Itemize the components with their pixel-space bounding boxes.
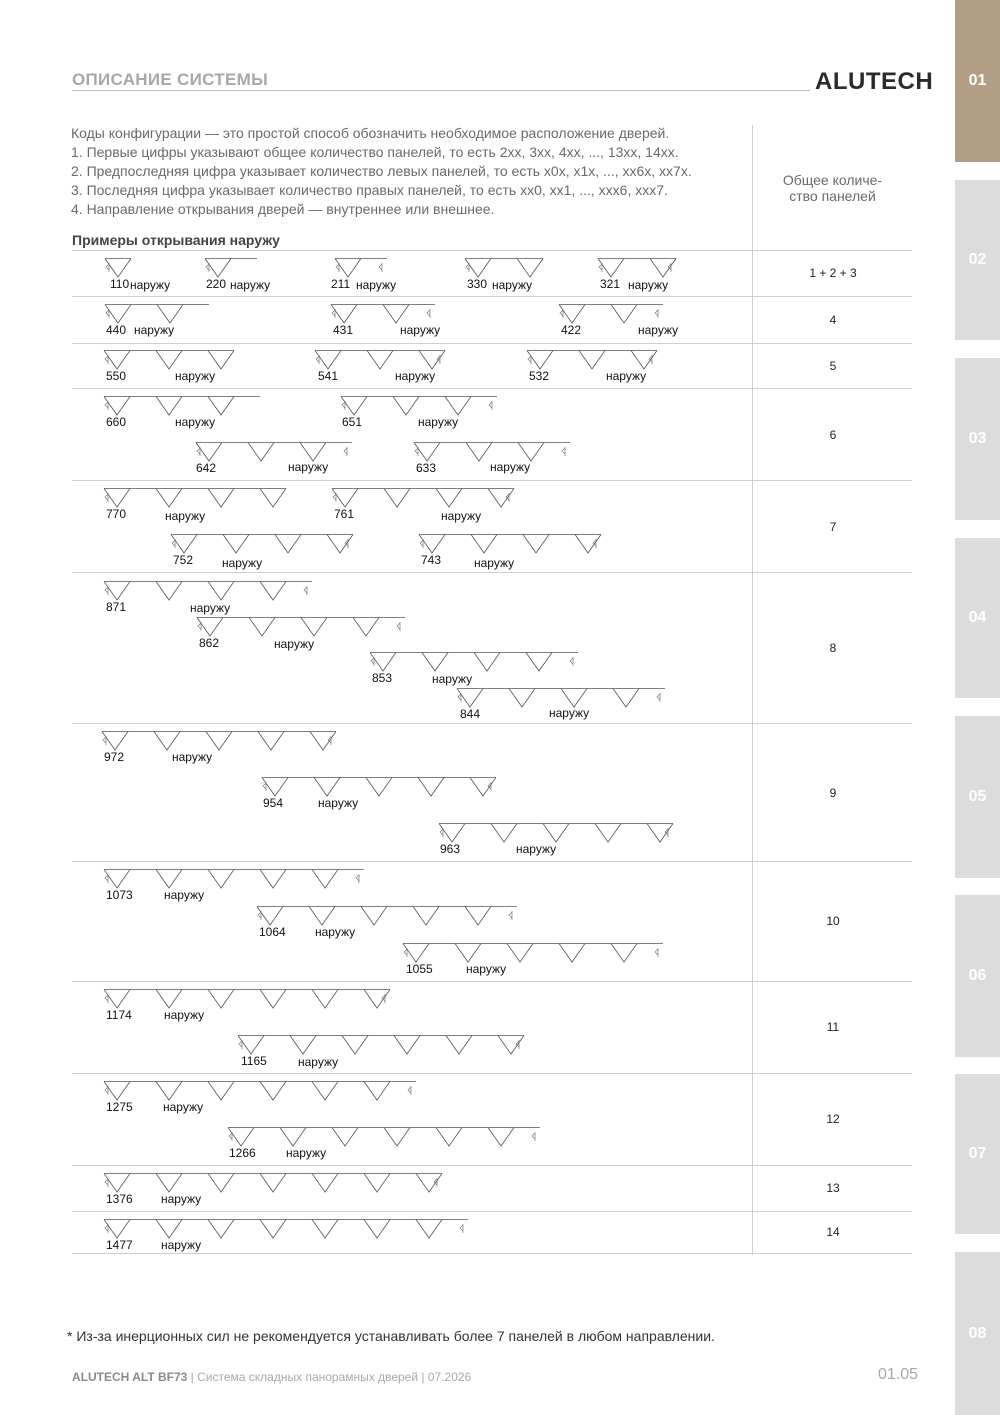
- tab-03[interactable]: [955, 358, 1000, 520]
- door-diagram: [370, 652, 582, 673]
- door-diagram: [104, 581, 316, 602]
- hinge-arrow-icon: [344, 447, 347, 456]
- direction-label: наружу: [432, 672, 473, 686]
- panel-fold-line: [105, 305, 209, 324]
- panel-count: 12: [826, 1112, 840, 1126]
- tab-05[interactable]: [955, 716, 1000, 878]
- door-diagram: [171, 534, 357, 555]
- panel-fold-line: [104, 990, 390, 1009]
- door-diagram: [439, 823, 677, 844]
- row-divider: [72, 1165, 912, 1166]
- door-diagram: [104, 869, 368, 890]
- page-number: 01.05: [878, 1366, 919, 1383]
- tab-label: 04: [968, 609, 987, 626]
- panel-count: 6: [829, 428, 837, 442]
- direction-label: наружу: [161, 1238, 202, 1252]
- direction-label: наружу: [466, 962, 507, 976]
- tab-04[interactable]: [955, 538, 1000, 698]
- hinge-arrow-icon: [105, 1224, 108, 1233]
- direction-label: наружу: [161, 1192, 202, 1206]
- panel-fold-line: [104, 582, 312, 601]
- row-divider: [72, 480, 912, 481]
- panel-count: 1 + 2 + 3: [809, 266, 857, 280]
- hinge-arrow-icon: [304, 586, 307, 595]
- direction-label: наружу: [628, 278, 669, 292]
- row-divider: [72, 388, 912, 389]
- hinge-arrow-icon: [103, 736, 106, 745]
- configuration-code: 541: [318, 369, 339, 383]
- tab-02[interactable]: [955, 180, 1000, 340]
- panel-fold-line: [102, 732, 336, 751]
- hinge-arrow-icon: [105, 493, 108, 502]
- row-divider: [72, 572, 912, 573]
- door-diagram: [102, 731, 340, 752]
- direction-label: наружу: [606, 369, 647, 383]
- direction-label: наружу: [638, 323, 679, 337]
- door-diagram: [257, 906, 521, 927]
- header-rule: [72, 90, 810, 91]
- footnote: * Из-за инерционных сил не рекомендуется устанавливать более 7 панелей в любом направлении.: [67, 1328, 715, 1344]
- intro-line: 4. Направление открывания дверей — внутреннее или внешнее.: [71, 201, 495, 217]
- hinge-arrow-icon: [657, 693, 660, 702]
- tab-label: 06: [968, 967, 987, 984]
- direction-label: наружу: [441, 509, 482, 523]
- direction-label: наружу: [490, 460, 531, 474]
- panel-fold-line: [598, 259, 676, 278]
- configuration-code: 1174: [106, 1008, 132, 1022]
- intro-text: [71, 124, 751, 219]
- door-diagram: [104, 1173, 446, 1194]
- configuration-code: 862: [199, 636, 220, 650]
- hinge-arrow-icon: [332, 309, 335, 318]
- configuration-code: 972: [104, 750, 125, 764]
- configuration-code: 440: [106, 323, 127, 337]
- hinge-arrow-icon: [599, 263, 602, 272]
- configuration-code: 752: [173, 553, 194, 567]
- configuration-code: 954: [263, 796, 284, 810]
- hinge-arrow-icon: [198, 622, 201, 631]
- footer: [72, 1370, 471, 1384]
- panel-count-header: Общее количе- ство панелей: [782, 172, 883, 204]
- row-divider: [72, 981, 912, 982]
- hinge-arrow-icon: [105, 1086, 108, 1095]
- panel-count: 7: [829, 520, 837, 534]
- hinge-arrow-icon: [258, 911, 261, 920]
- direction-label: наружу: [175, 415, 216, 429]
- hinge-arrow-icon: [408, 1086, 411, 1095]
- intro-line: 1. Первые цифры указывают общее количество панелей, то есть 2хх, 3хх, 4хх, ..., 13хх, 14хх.: [71, 144, 679, 160]
- footer-product: ALUTECH ALT BF73: [72, 1370, 188, 1384]
- panel-fold-line: [465, 259, 543, 278]
- hinge-arrow-icon: [532, 1132, 535, 1141]
- door-diagram: [105, 304, 213, 325]
- panel-count: 5: [829, 359, 837, 373]
- tab-01[interactable]: [955, 0, 1000, 162]
- configuration-code: 532: [529, 369, 550, 383]
- tab-07[interactable]: [955, 1074, 1000, 1234]
- configuration-code: 1073: [106, 888, 133, 902]
- hinge-arrow-icon: [570, 657, 573, 666]
- direction-label: наружу: [164, 888, 205, 902]
- hinge-arrow-icon: [371, 657, 374, 666]
- door-diagram: [205, 258, 261, 279]
- row-divider: [72, 343, 912, 344]
- panel-fold-line: [414, 443, 570, 462]
- hinge-arrow-icon: [404, 948, 407, 957]
- configuration-code: 431: [333, 323, 354, 337]
- tab-label: 03: [968, 430, 987, 447]
- configuration-code: 1376: [106, 1192, 133, 1206]
- panel-count: 14: [826, 1225, 840, 1239]
- door-diagram: [104, 488, 290, 509]
- hinge-arrow-icon: [356, 874, 359, 883]
- panel-fold-line: [104, 489, 286, 508]
- direction-label: наружу: [286, 1146, 327, 1160]
- door-diagram: [331, 304, 439, 325]
- panel-fold-line: [104, 1220, 468, 1239]
- panel-fold-line: [262, 778, 496, 797]
- door-diagram: [341, 396, 501, 417]
- row-divider: [72, 1253, 912, 1254]
- hinge-arrow-icon: [379, 263, 382, 272]
- door-diagram: [598, 258, 680, 279]
- panel-count: 4: [829, 313, 837, 327]
- direction-label: наружу: [164, 1008, 205, 1022]
- hinge-arrow-icon: [206, 263, 209, 272]
- direction-label: наружу: [165, 509, 206, 523]
- row-divider: [72, 861, 912, 862]
- panel-fold-line: [104, 1174, 442, 1193]
- configuration-code: 1064: [259, 925, 286, 939]
- panel-fold-line: [527, 351, 657, 370]
- configuration-code: 321: [600, 277, 621, 291]
- configuration-code: 1165: [241, 1054, 267, 1068]
- direction-label: наружу: [418, 415, 459, 429]
- configuration-code: 660: [106, 415, 127, 429]
- panel-fold-line: [205, 259, 257, 278]
- hinge-arrow-icon: [489, 401, 492, 410]
- configuration-code: 1055: [406, 962, 433, 976]
- hinge-arrow-icon: [528, 355, 531, 364]
- panel-fold-line: [315, 351, 445, 370]
- hinge-arrow-icon: [105, 586, 108, 595]
- hinge-arrow-icon: [655, 309, 658, 318]
- hinge-arrow-icon: [263, 782, 266, 791]
- hinge-arrow-icon: [239, 1040, 242, 1049]
- panel-fold-line: [559, 305, 663, 324]
- door-diagram: [104, 396, 264, 417]
- direction-label: наружу: [222, 556, 263, 570]
- hinge-arrow-icon: [229, 1132, 232, 1141]
- tab-label: 07: [968, 1145, 987, 1162]
- panel-fold-line: [335, 259, 387, 278]
- column-divider: [752, 125, 753, 1255]
- configuration-code: 220: [206, 277, 227, 291]
- row-divider: [72, 723, 912, 724]
- configuration-code: 550: [106, 369, 127, 383]
- hinge-arrow-icon: [105, 874, 108, 883]
- panel-fold-line: [403, 944, 663, 963]
- configuration-code: 642: [196, 461, 217, 475]
- panel-fold-line: [228, 1128, 540, 1147]
- door-diagram: [403, 943, 667, 964]
- door-diagram: [335, 258, 391, 279]
- tab-06[interactable]: [955, 895, 1000, 1057]
- configuration-code: 1275: [106, 1100, 133, 1114]
- tab-label: 08: [968, 1324, 987, 1342]
- panel-fold-line: [104, 351, 234, 370]
- direction-label: наружу: [288, 460, 329, 474]
- hinge-arrow-icon: [397, 622, 400, 631]
- direction-label: наружу: [492, 278, 533, 292]
- configuration-code: 1477: [106, 1238, 133, 1252]
- door-diagram: [197, 617, 409, 638]
- direction-label: наружу: [190, 601, 231, 615]
- panel-fold-line: [457, 689, 665, 708]
- door-diagram: [104, 350, 238, 371]
- panel-fold-line: [171, 535, 353, 554]
- hinge-arrow-icon: [105, 1178, 108, 1187]
- configuration-code: 330: [467, 277, 488, 291]
- brand-logo: ALUTECH: [815, 68, 934, 95]
- direction-label: наружу: [175, 369, 216, 383]
- door-diagram: [104, 989, 394, 1010]
- hinge-arrow-icon: [562, 447, 565, 456]
- hinge-arrow-icon: [509, 911, 512, 920]
- door-diagram: [332, 488, 518, 509]
- footer-info: | Система складных панорамных дверей | 07.2026: [187, 1370, 472, 1384]
- row-divider: [72, 1211, 912, 1212]
- panel-fold-line: [104, 1082, 416, 1101]
- direction-label: наружу: [130, 278, 171, 292]
- direction-label: наружу: [274, 637, 315, 651]
- hinge-arrow-icon: [105, 994, 108, 1003]
- hinge-arrow-icon: [440, 828, 443, 837]
- hinge-arrow-icon: [197, 447, 200, 456]
- direction-label: наружу: [298, 1055, 339, 1069]
- hinge-arrow-icon: [427, 309, 430, 318]
- hinge-arrow-icon: [172, 539, 175, 548]
- tab-label: 05: [968, 788, 987, 805]
- hinge-arrow-icon: [560, 309, 563, 318]
- direction-label: наружу: [172, 750, 213, 764]
- hinge-arrow-icon: [460, 1224, 463, 1233]
- configuration-code: 844: [460, 707, 481, 721]
- door-diagram: [196, 442, 356, 463]
- direction-label: наружу: [315, 925, 356, 939]
- hinge-arrow-icon: [316, 355, 319, 364]
- door-diagram: [465, 258, 547, 279]
- configuration-code: 743: [421, 553, 442, 567]
- direction-label: наружу: [318, 796, 359, 810]
- direction-label: наружу: [395, 369, 436, 383]
- panel-fold-line: [439, 824, 673, 843]
- examples-title: Примеры открывания наружу: [72, 232, 280, 248]
- section-title: ОПИСАНИЕ СИСТЕМЫ: [72, 70, 269, 89]
- configuration-code: 853: [372, 671, 393, 685]
- hinge-arrow-icon: [333, 493, 336, 502]
- hinge-arrow-icon: [458, 693, 461, 702]
- panel-fold-line: [238, 1036, 524, 1055]
- door-diagram: [315, 350, 449, 371]
- configuration-code: 211: [331, 277, 351, 291]
- panel-count: 11: [826, 1020, 840, 1034]
- panel-count: 10: [826, 914, 840, 928]
- door-diagram: [419, 534, 605, 555]
- intro-line: 3. Последняя цифра указывает количество правых панелей, то есть хх0, хх1, ..., ххх6, ххх7.: [71, 182, 668, 198]
- panel-fold-line: [196, 443, 352, 462]
- panel-count: 9: [829, 786, 837, 800]
- panel-fold-line: [419, 535, 601, 554]
- panel-fold-line: [104, 870, 364, 889]
- door-diagram: [559, 304, 667, 325]
- hinge-arrow-icon: [106, 263, 109, 272]
- hinge-arrow-icon: [105, 401, 108, 410]
- hinge-arrow-icon: [420, 539, 423, 548]
- hinge-arrow-icon: [415, 447, 418, 456]
- hinge-arrow-icon: [336, 263, 339, 272]
- hinge-arrow-icon: [466, 263, 469, 272]
- door-diagram: [527, 350, 661, 371]
- hinge-arrow-icon: [105, 355, 108, 364]
- panel-count: 13: [826, 1181, 840, 1195]
- configuration-code: 110: [110, 277, 130, 291]
- direction-label: наружу: [230, 278, 271, 292]
- panel-fold-line: [331, 305, 435, 324]
- tab-label: 02: [968, 251, 987, 268]
- row-divider: [72, 1073, 912, 1074]
- hinge-arrow-icon: [106, 309, 109, 318]
- panel-fold-line: [370, 653, 578, 672]
- configuration-code: 422: [561, 323, 582, 337]
- direction-label: наружу: [134, 323, 175, 337]
- configuration-code: 770: [106, 507, 127, 521]
- door-diagram: [262, 777, 500, 798]
- row-divider: [72, 296, 912, 297]
- direction-label: наружу: [549, 706, 590, 720]
- panel-fold-line: [332, 489, 514, 508]
- door-diagram: [228, 1127, 544, 1148]
- panel-fold-line: [341, 397, 497, 416]
- configuration-code: 963: [440, 842, 461, 856]
- door-diagram: [105, 258, 135, 279]
- tab-08[interactable]: [955, 1252, 1000, 1415]
- configuration-code: 761: [334, 507, 355, 521]
- configuration-code: 871: [106, 600, 127, 614]
- panel-fold-line: [104, 397, 260, 416]
- direction-label: наружу: [356, 278, 397, 292]
- panel-fold-line: [257, 907, 517, 926]
- configuration-code: 633: [416, 461, 437, 475]
- direction-label: наружу: [516, 842, 557, 856]
- hinge-arrow-icon: [342, 401, 345, 410]
- panel-fold-line: [197, 618, 405, 637]
- row-divider: [72, 250, 912, 251]
- direction-label: наружу: [474, 556, 515, 570]
- tab-label: 01: [968, 72, 987, 89]
- configuration-code: 651: [342, 415, 363, 429]
- intro-line: Коды конфигурации — это простой способ обозначить необходимое расположение дверей.: [71, 125, 670, 141]
- door-diagram: [238, 1035, 528, 1056]
- door-diagram: [104, 1219, 472, 1240]
- door-diagram: [104, 1081, 420, 1102]
- configuration-code: 1266: [229, 1146, 256, 1160]
- direction-label: наружу: [400, 323, 441, 337]
- hinge-arrow-icon: [655, 948, 658, 957]
- direction-label: наружу: [163, 1100, 204, 1114]
- intro-line: 2. Предпоследняя цифра указывает количество левых панелей, то есть х0х, х1х, ..., хх6х, хх7х.: [71, 163, 692, 179]
- panel-count: 8: [829, 641, 837, 655]
